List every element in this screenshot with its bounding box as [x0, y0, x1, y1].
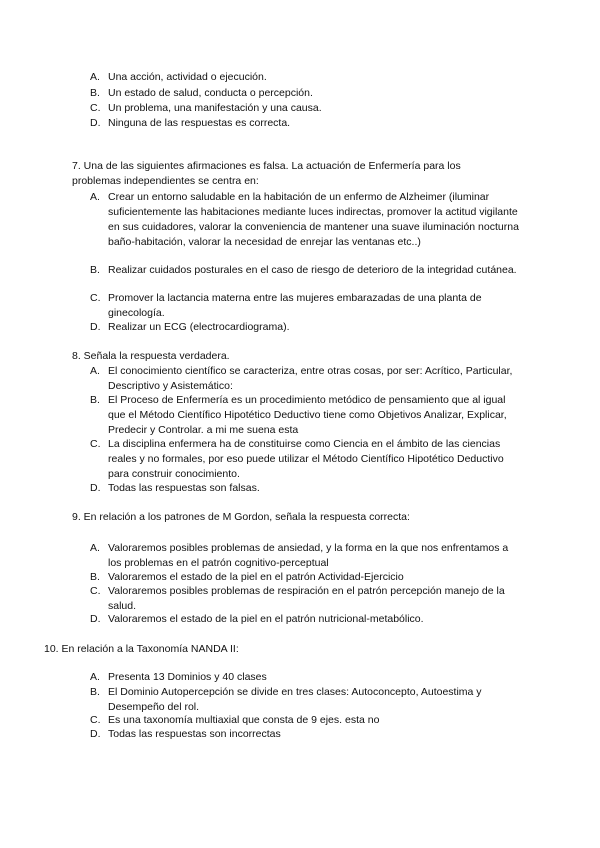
q10-option-d	[90, 727, 520, 742]
option-text: Presenta 13 Dominios y 40 clases	[108, 671, 267, 683]
option-text: Una acción, actividad o ejecución.	[108, 71, 267, 83]
option-letter: A.	[90, 191, 100, 203]
q6-option-c	[90, 101, 520, 116]
q6-option-b	[90, 86, 520, 101]
option-letter: B.	[90, 87, 100, 99]
option-text: Un estado de salud, conducta o percepción.	[108, 87, 313, 99]
option-text: Crear un entorno saludable en la habitación de un enfermo de Alzheimer (iluminar suficientemente las habitaciones mediante luces indirectas, promover la actitud vigilante en sus cuidadores, valorar la conveniencia de mantener una suave iluminación nocturna baño-habitación, valorar la necesidad de enrejar las ventanas etc..)	[108, 191, 519, 248]
option-letter: C.	[90, 438, 101, 450]
option-text: Valoraremos posibles problemas de ansiedad, y la forma en la que nos enfrentamos a los problemas en el patrón cognitivo-perceptual	[108, 542, 509, 569]
option-letter: C.	[90, 714, 101, 726]
option-text: El conocimiento científico se caracteriza, entre otras cosas, por ser: Acrítico, Particular, Descriptivo y Asistemático:	[108, 365, 513, 392]
option-letter: D.	[90, 117, 101, 129]
option-letter: B.	[90, 264, 100, 276]
q7-option-a	[90, 190, 520, 250]
option-letter: D.	[90, 613, 101, 625]
option-text: Todas las respuestas son incorrectas	[108, 728, 281, 740]
q8-option-d	[90, 481, 520, 496]
question-7-stem: 7. Una de las siguientes afirmaciones es falsa. La actuación de Enfermería para los problemas independientes se centra en:	[72, 160, 461, 187]
option-text: Promover la lactancia materna entre las mujeres embarazadas de una planta de ginecología.	[108, 292, 482, 319]
option-text: Realizar un ECG (electrocardiograma).	[108, 321, 290, 333]
q9-option-a	[90, 541, 520, 571]
q7-option-c	[90, 291, 520, 321]
option-text: Valoraremos el estado de la piel en el patrón nutricional-metabólico.	[108, 613, 424, 625]
q9-option-d	[90, 612, 520, 627]
q9-option-b	[90, 570, 520, 585]
option-letter: C.	[90, 292, 101, 304]
q7-option-d	[90, 320, 520, 335]
q8-option-c	[90, 437, 520, 482]
option-text: La disciplina enfermera ha de constituirse como Ciencia en el ámbito de las ciencias reales y no formales, por eso puede utilizar el Método Científico Hipotético Deductivo para construir conocimiento.	[108, 438, 504, 480]
q9-option-c	[90, 584, 520, 614]
q10-option-a	[90, 670, 520, 685]
option-letter: B.	[90, 394, 100, 406]
q10-option-c	[90, 713, 520, 728]
option-letter: A.	[90, 71, 100, 83]
option-letter: C.	[90, 102, 101, 114]
question-8-stem: 8. Señala la respuesta verdadera.	[72, 350, 230, 362]
q8-option-a	[90, 364, 520, 394]
option-letter: D.	[90, 728, 101, 740]
option-text: Todas las respuestas son falsas.	[108, 482, 260, 494]
option-text: Un problema, una manifestación y una causa.	[108, 102, 322, 114]
option-text: El Dominio Autopercepción se divide en tres clases: Autoconcepto, Autoestima y Desempeño del rol.	[108, 686, 482, 713]
option-letter: A.	[90, 365, 100, 377]
q7-option-b	[90, 263, 520, 278]
option-letter: C.	[90, 585, 101, 597]
q10-option-b	[90, 685, 520, 715]
option-text: Valoraremos posibles problemas de respiración en el patrón percepción manejo de la salud.	[108, 585, 505, 612]
q6-option-a	[90, 70, 520, 85]
option-letter: D.	[90, 482, 101, 494]
q6-option-d	[90, 116, 520, 131]
question-10-stem: 10. En relación a la Taxonomía NANDA II:	[44, 643, 239, 655]
option-letter: B.	[90, 571, 100, 583]
option-letter: A.	[90, 542, 100, 554]
option-letter: A.	[90, 671, 100, 683]
option-text: El Proceso de Enfermería es un procedimiento metódico de pensamiento que al igual que el Método Científico Hipotético Deductivo tiene como Objetivos Analizar, Explicar, Predecir y Controlar. a mi me suena esta	[108, 394, 507, 436]
option-text: Valoraremos el estado de la piel en el patrón Actividad-Ejercicio	[108, 571, 404, 583]
option-text: Realizar cuidados posturales en el caso de riesgo de deterioro de la integridad cutánea.	[108, 264, 517, 276]
q8-option-b	[90, 393, 520, 438]
option-text: Ninguna de las respuestas es correcta.	[108, 117, 291, 129]
option-letter: D.	[90, 321, 101, 333]
option-letter: B.	[90, 686, 100, 698]
question-9-stem: 9. En relación a los patrones de M Gordon, señala la respuesta correcta:	[72, 511, 410, 523]
option-text: Es una taxonomía multiaxial que consta de 9 ejes. esta no	[108, 714, 380, 726]
